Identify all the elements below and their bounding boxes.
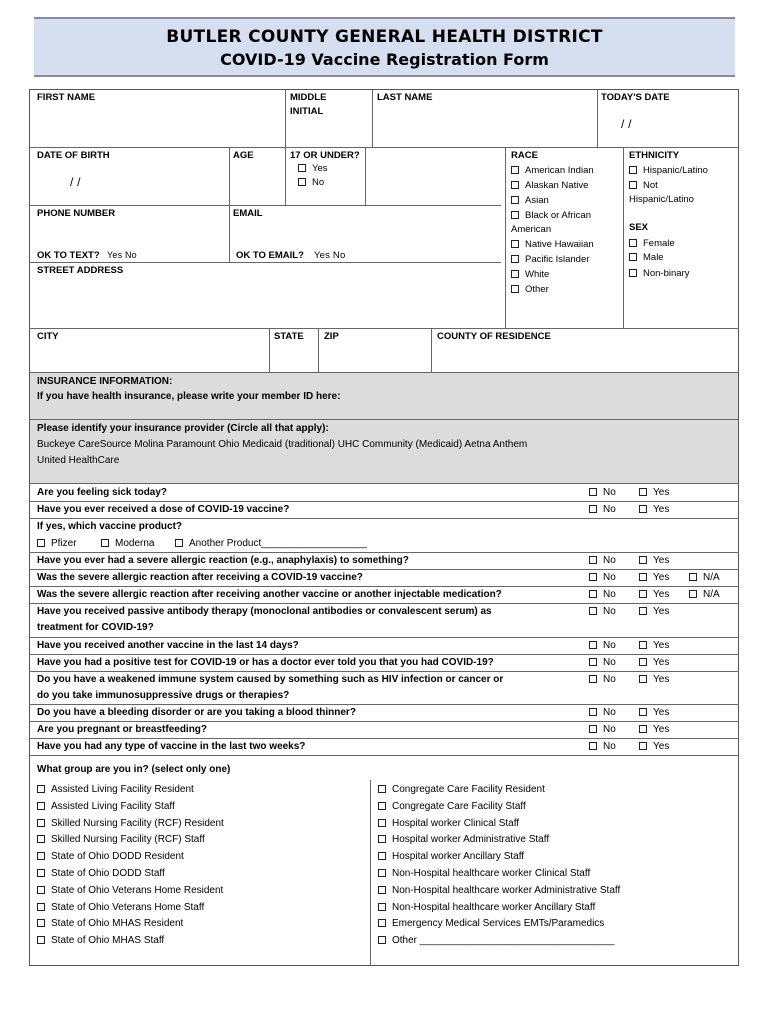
checkbox-icon[interactable] [629,181,637,189]
answer-no-option[interactable]: No [589,638,616,654]
question: Have you had any type of vaccine in the last two weeks? [37,741,306,752]
group-option[interactable]: Assisted Living Facility Staff [37,799,175,815]
question: Have you received another vaccine in the last 14 days? [37,640,299,651]
checkbox-icon[interactable] [378,802,386,810]
checkbox-icon[interactable] [378,869,386,877]
under-17-yes-option[interactable]: Yes [298,161,328,177]
ethnicity-label: ETHNICITY [629,150,680,161]
group-option[interactable]: Skilled Nursing Facility (RCF) Resident [37,816,224,832]
checkbox-icon[interactable] [589,708,597,716]
group-option[interactable]: Skilled Nursing Facility (RCF) Staff [37,832,205,848]
checkbox-icon[interactable] [37,802,45,810]
checkbox-icon[interactable] [589,573,597,581]
race-option-continued: American [511,224,552,235]
checkbox-icon[interactable] [511,196,519,204]
checkbox-icon[interactable] [511,166,519,174]
checkbox-icon[interactable] [101,539,109,547]
answer-no-option[interactable]: No [589,672,616,688]
answer-no-option[interactable]: No [589,655,616,671]
answer-na-option[interactable]: N/A [689,570,720,586]
age-label: AGE [233,150,254,161]
checkbox-icon[interactable] [37,919,45,927]
checkbox-icon[interactable] [639,641,647,649]
group-option[interactable]: Hospital worker Ancillary Staff [378,849,524,865]
last-name-label: LAST NAME [377,92,433,103]
checkbox-icon[interactable] [37,869,45,877]
checkbox-icon[interactable] [175,539,183,547]
checkbox-icon[interactable] [639,675,647,683]
answer-no-option[interactable]: No [589,604,616,620]
checkbox-icon[interactable] [37,852,45,860]
checkbox-icon[interactable] [629,269,637,277]
checkbox-icon[interactable] [639,607,647,615]
race-label: RACE [511,150,538,161]
race-option[interactable]: Other [511,282,549,298]
group-option[interactable]: State of Ohio MHAS Resident [37,916,183,932]
checkbox-icon[interactable] [378,886,386,894]
checkbox-icon[interactable] [589,742,597,750]
checkbox-icon[interactable] [639,488,647,496]
email-field[interactable] [230,221,504,247]
checkbox-icon[interactable] [629,239,637,247]
checkbox-icon[interactable] [37,903,45,911]
race-option[interactable]: Native Hawaiian [511,237,594,253]
group-option[interactable]: Non-Hospital healthcare worker Clinical Staff [378,866,590,882]
organization-title: BUTLER COUNTY GENERAL HEALTH DISTRICT [166,27,603,47]
checkbox-icon[interactable] [37,539,45,547]
question: Have you ever received a dose of COVID-19 vaccine? [37,504,290,515]
group-option[interactable]: Congregate Care Facility Staff [378,799,526,815]
ethnicity-option[interactable]: Not [629,178,658,194]
question: Do you have a weakened immune system caused by something such as HIV infection or cancer or [37,674,504,685]
vaccine-product-other[interactable]: Another Product___________________ [175,536,367,552]
checkbox-icon[interactable] [589,675,597,683]
question-continued: do you take immunosuppressive drugs or therapies? [37,690,290,701]
checkbox-icon[interactable] [37,886,45,894]
form-title: COVID-19 Vaccine Registration Form [220,50,549,69]
checkbox-icon[interactable] [378,903,386,911]
last-name-field[interactable] [373,106,596,146]
answer-yes-option[interactable]: Yes [639,722,669,738]
answer-no-option[interactable]: No [589,739,616,755]
checkbox-icon[interactable] [511,240,519,248]
checkbox-icon[interactable] [298,178,306,186]
insurance-member-id-prompt: If you have health insurance, please write your member ID here: [37,391,341,402]
checkbox-icon[interactable] [378,936,386,944]
checkbox-icon[interactable] [589,505,597,513]
group-option[interactable]: Non-Hospital healthcare worker Ancillary Staff [378,900,595,916]
street-address-field[interactable] [30,279,504,327]
question: If yes, which vaccine product? [37,521,183,532]
checkbox-icon[interactable] [298,164,306,172]
checkbox-icon[interactable] [37,819,45,827]
first-name-field[interactable] [30,106,284,146]
race-option[interactable]: Black or African [511,208,591,224]
checkbox-icon[interactable] [689,573,697,581]
answer-yes-option[interactable]: Yes [639,502,669,518]
group-option[interactable]: Hospital worker Administrative Staff [378,832,549,848]
county-label: COUNTY OF RESIDENCE [437,331,551,342]
first-name-label: FIRST NAME [37,92,96,103]
checkbox-icon[interactable] [639,658,647,666]
group-option[interactable]: Congregate Care Facility Resident [378,782,545,798]
under-17-no-option[interactable]: No [298,175,324,191]
middle-initial-label-2: INITIAL [290,106,324,117]
checkbox-icon[interactable] [378,852,386,860]
answer-no-option[interactable]: No [589,722,616,738]
checkbox-icon[interactable] [639,556,647,564]
checkbox-icon[interactable] [589,725,597,733]
answer-yes-option[interactable]: Yes [639,655,669,671]
answer-yes-option[interactable]: Yes [639,739,669,755]
sex-option[interactable]: Female [629,236,675,252]
question: Have you had a positive test for COVID-19 or has a doctor ever told you that you had COVID-19? [37,657,494,668]
answer-yes-option[interactable]: Yes [639,485,669,501]
checkbox-icon[interactable] [378,919,386,927]
city-label: CITY [37,331,59,342]
answer-no-option[interactable]: No [589,570,616,586]
checkbox-icon[interactable] [378,785,386,793]
answer-no-option[interactable]: No [589,485,616,501]
email-label: EMAIL [233,208,263,219]
todays-date-label: TODAY'S DATE [601,92,670,103]
checkbox-icon[interactable] [589,556,597,564]
checkbox-icon[interactable] [511,270,519,278]
checkbox-icon[interactable] [378,819,386,827]
checkbox-icon[interactable] [378,835,386,843]
question: Have you received passive antibody therapy (monoclonal antibodies or convalescent serum) as [37,606,492,617]
ethnicity-option-continued: Hispanic/Latino [629,194,694,205]
checkbox-icon[interactable] [589,488,597,496]
todays-date-field[interactable]: / / [621,117,632,131]
checkbox-icon[interactable] [511,211,519,219]
answer-no-option[interactable]: No [589,705,616,721]
ok-to-text-options[interactable]: Yes No [107,250,137,260]
checkbox-icon[interactable] [639,725,647,733]
under-17-label: 17 OR UNDER? [290,150,360,161]
vaccine-product-pfizer[interactable]: Pfizer [37,536,77,552]
answer-no-option[interactable]: No [589,553,616,569]
checkbox-icon[interactable] [37,835,45,843]
answer-yes-option[interactable]: Yes [639,672,669,688]
answer-na-option[interactable]: N/A [689,587,720,603]
checkbox-icon[interactable] [511,285,519,293]
phone-label: PHONE NUMBER [37,208,116,219]
street-address-label: STREET ADDRESS [37,265,124,276]
age-field[interactable] [230,164,284,204]
answer-yes-option[interactable]: Yes [639,705,669,721]
ok-to-email-options[interactable]: Yes No [314,250,346,261]
answer-yes-option[interactable]: Yes [639,604,669,620]
question: Are you feeling sick today? [37,487,168,498]
insurance-provider-prompt: Please identify your insurance provider (Circle all that apply): [37,423,329,434]
race-option[interactable]: American Indian [511,163,594,179]
question: Was the severe allergic reaction after receiving another vaccine or another injectable medication? [37,589,502,600]
checkbox-icon[interactable] [629,166,637,174]
insurance-providers-list[interactable]: Buckeye CareSource Molina Paramount Ohio Medicaid (traditional) UHC Community (Medicaid) Aetna Anthem [37,439,528,450]
checkbox-icon[interactable] [37,936,45,944]
checkbox-icon[interactable] [589,658,597,666]
group-option[interactable]: State of Ohio DODD Resident [37,849,184,865]
checkbox-icon[interactable] [589,590,597,598]
checkbox-icon[interactable] [689,590,697,598]
ok-to-text-label: OK TO TEXT? [37,250,100,261]
answer-no-option[interactable]: No [589,587,616,603]
race-option[interactable]: Alaskan Native [511,178,588,194]
group-option[interactable]: Hospital worker Clinical Staff [378,816,519,832]
checkbox-icon[interactable] [639,742,647,750]
answer-yes-option[interactable]: Yes [639,570,669,586]
zip-label: ZIP [324,331,339,342]
group-option[interactable]: State of Ohio DODD Staff [37,866,165,882]
group-option[interactable]: State of Ohio Veterans Home Resident [37,883,223,899]
insurance-title: INSURANCE INFORMATION: [37,376,173,387]
answer-yes-option[interactable]: Yes [639,638,669,654]
checkbox-icon[interactable] [639,573,647,581]
checkbox-icon[interactable] [37,785,45,793]
date-of-birth-label: DATE OF BIRTH [37,150,110,161]
group-option[interactable]: Assisted Living Facility Resident [37,782,194,798]
group-option[interactable]: Emergency Medical Services EMTs/Paramedics [378,916,604,932]
checkbox-icon[interactable] [589,607,597,615]
date-of-birth-field[interactable]: / / [70,175,81,189]
question: Was the severe allergic reaction after receiving a COVID-19 vaccine? [37,572,363,583]
vaccine-product-moderna[interactable]: Moderna [101,536,154,552]
question-continued: treatment for COVID-19? [37,622,154,633]
ethnicity-option[interactable]: Hispanic/Latino [629,163,708,179]
answer-yes-option[interactable]: Yes [639,587,669,603]
insurance-providers-list-2[interactable]: United HealthCare [37,455,120,466]
question: Have you ever had a severe allergic reaction (e.g., anaphylaxis) to something? [37,555,409,566]
race-option[interactable]: White [511,267,549,283]
sex-label: SEX [629,222,649,233]
checkbox-icon[interactable] [639,590,647,598]
group-option[interactable]: Other ___________________________________ [378,933,614,949]
answer-yes-option[interactable]: Yes [639,553,669,569]
middle-initial-label: MIDDLE [290,92,327,103]
sex-option[interactable]: Non-binary [629,266,689,282]
form-header [34,17,735,77]
group-option[interactable]: Non-Hospital healthcare worker Administrative Staff [378,883,620,899]
group-title: What group are you in? (select only one) [37,764,231,775]
state-label: STATE [274,331,304,342]
ok-to-email-label: OK TO EMAIL? [236,250,304,261]
checkbox-icon[interactable] [639,708,647,716]
checkbox-icon[interactable] [629,253,637,261]
race-option[interactable]: Asian [511,193,549,209]
sex-option[interactable]: Male [629,250,664,266]
checkbox-icon[interactable] [511,255,519,263]
checkbox-icon[interactable] [511,181,519,189]
race-option[interactable]: Pacific Islander [511,252,589,268]
checkbox-icon[interactable] [639,505,647,513]
group-option[interactable]: State of Ohio MHAS Staff [37,933,164,949]
question: Are you pregnant or breastfeeding? [37,724,208,735]
group-option[interactable]: State of Ohio Veterans Home Staff [37,900,204,916]
question: Do you have a bleeding disorder or are you taking a blood thinner? [37,707,356,718]
answer-no-option[interactable]: No [589,502,616,518]
checkbox-icon[interactable] [589,641,597,649]
phone-field[interactable] [30,221,228,247]
